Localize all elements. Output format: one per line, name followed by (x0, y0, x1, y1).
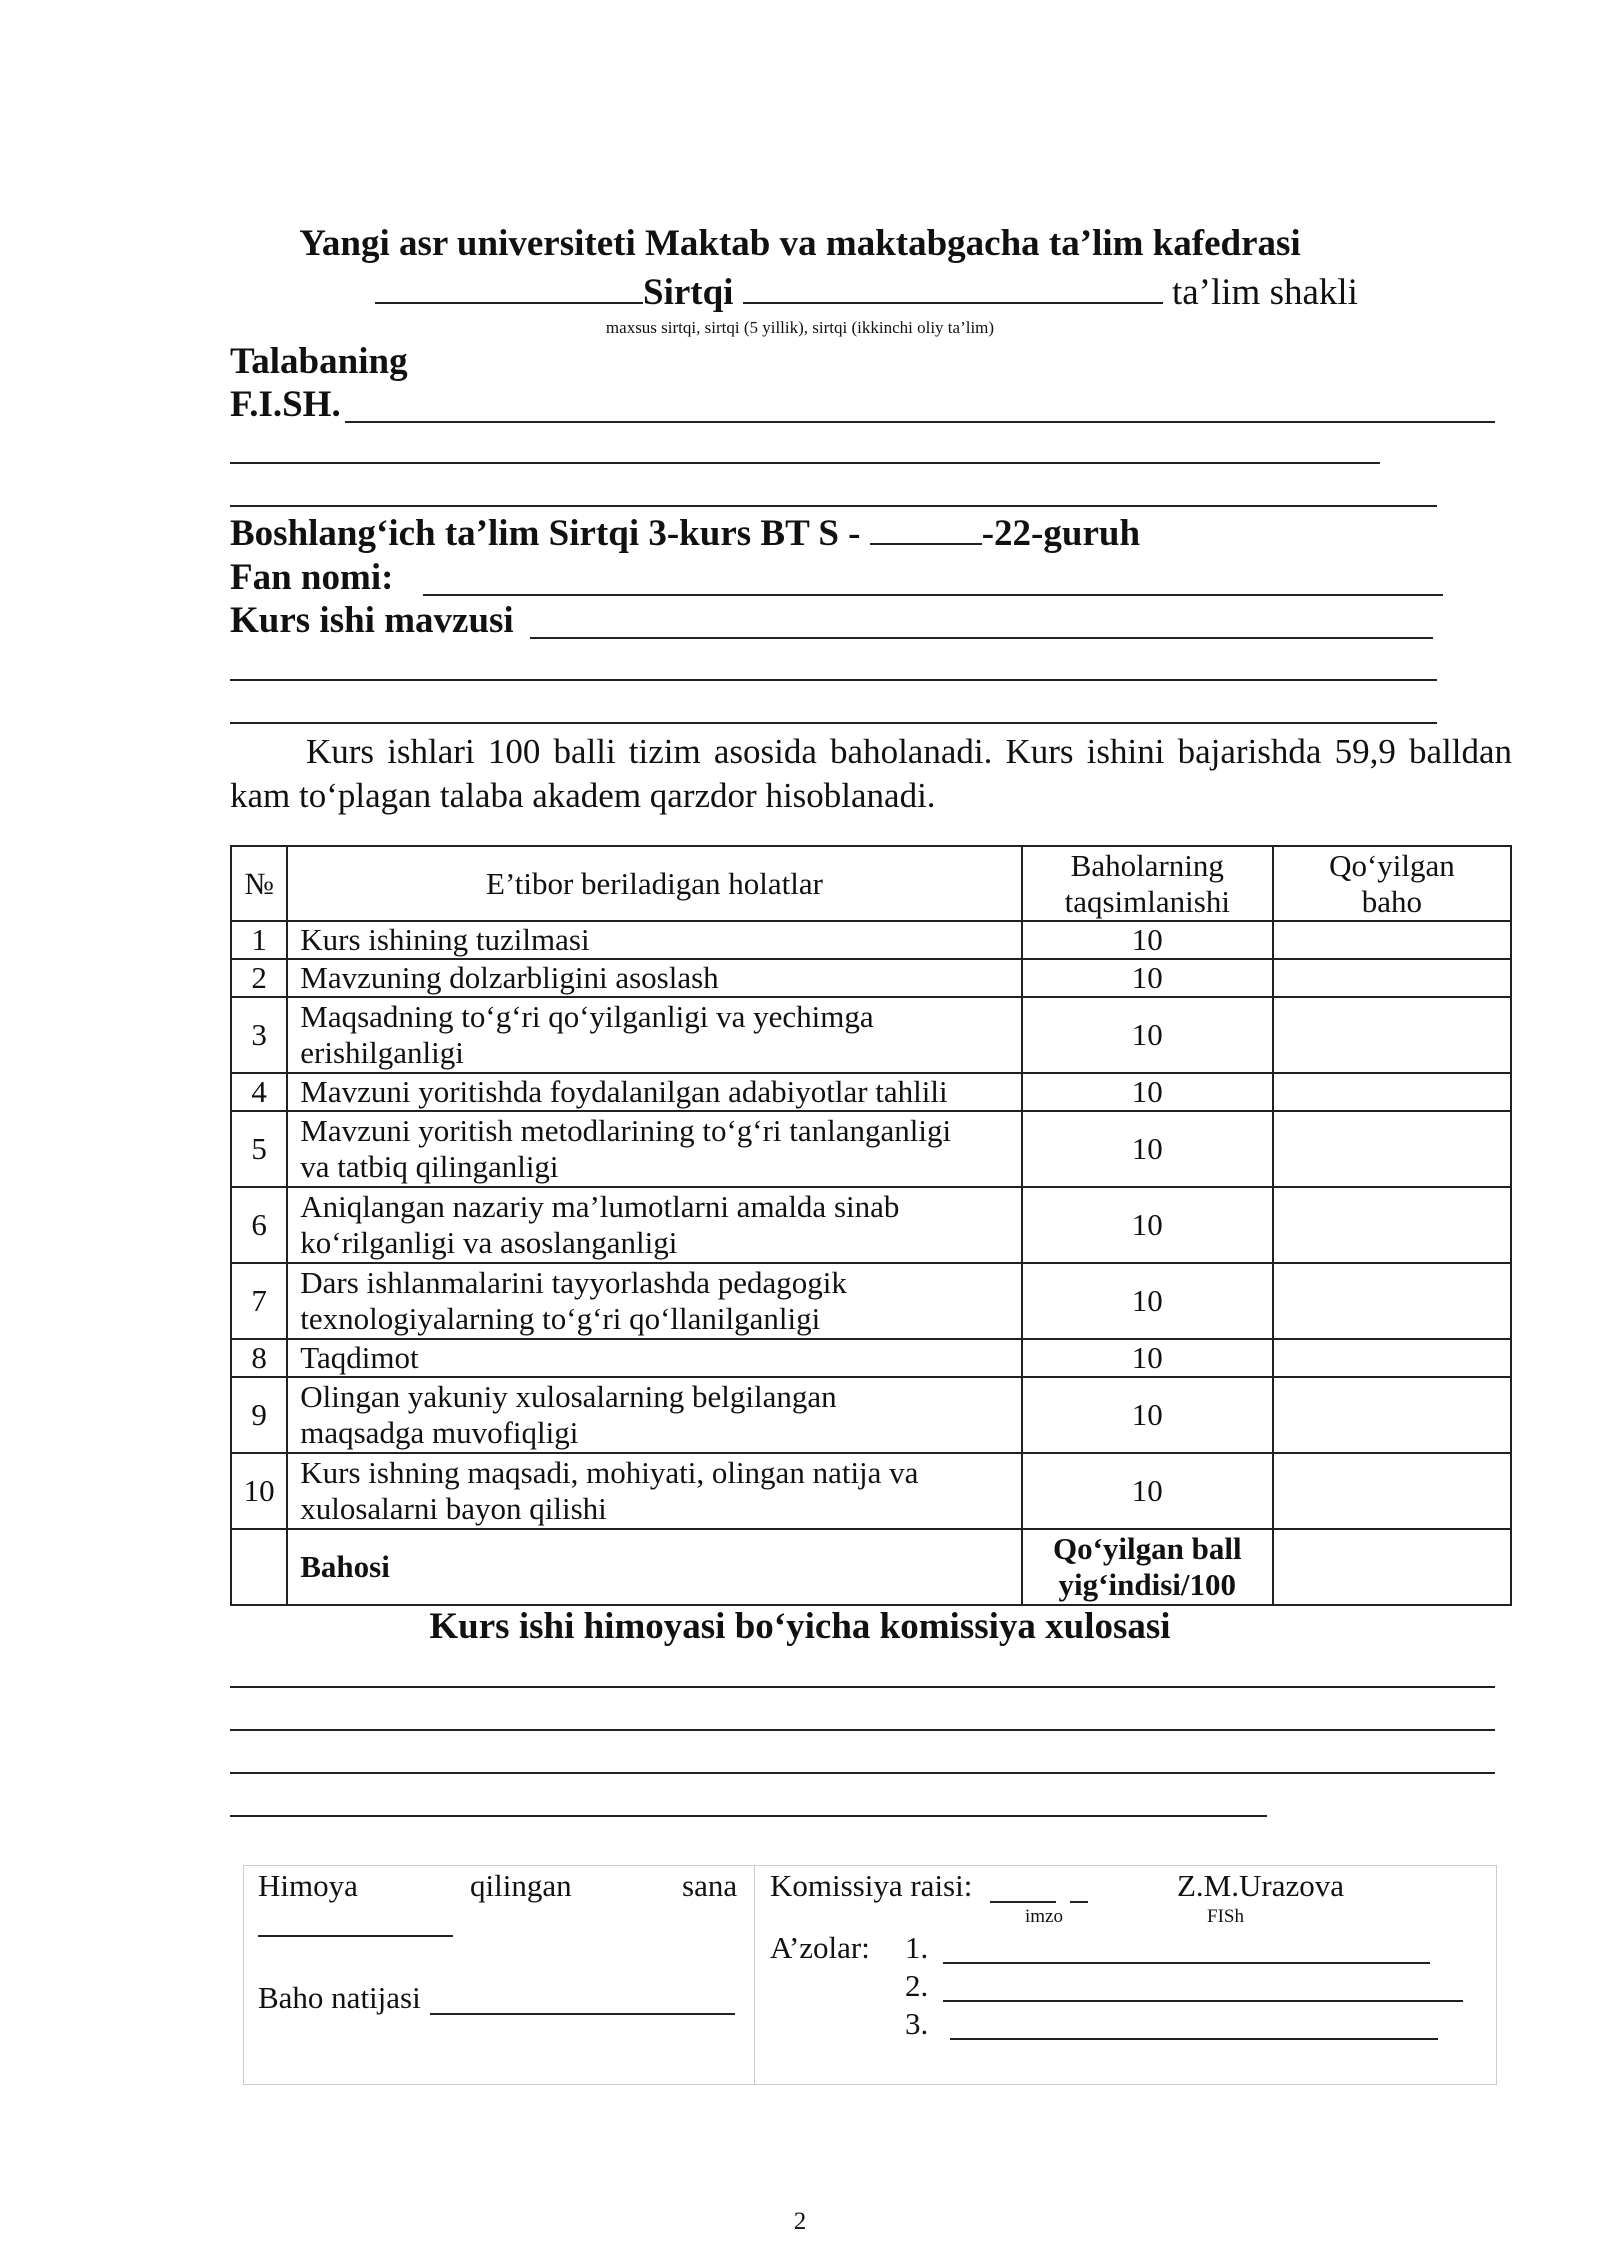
row-score-cell[interactable] (1273, 1339, 1511, 1377)
defense-date-word-1: Himoya (258, 1868, 358, 1903)
fish-label: F.I.SH. (230, 384, 341, 425)
row-num: 10 (231, 1453, 287, 1529)
row-criteria-line1: Kurs ishining tuzilmasi (300, 922, 590, 957)
student-name-field[interactable] (345, 421, 1495, 423)
row-criteria (287, 1377, 1021, 1453)
row-points: 10 (1022, 959, 1273, 997)
table-row (231, 1339, 1511, 1377)
form-blank-left[interactable] (375, 270, 643, 304)
row-num: 3 (231, 997, 287, 1073)
member-number-3: 3. (905, 2006, 929, 2041)
conclusion-line-2[interactable] (230, 1729, 1495, 1731)
row-num: 7 (231, 1263, 287, 1339)
row-score-cell[interactable] (1273, 997, 1511, 1073)
form-blank-right[interactable] (743, 270, 1163, 304)
group-prefix: Boshlang‘ich ta’lim Sirtqi 3-kurs BT S - (230, 513, 870, 554)
row-score-cell[interactable] (1273, 1073, 1511, 1111)
header-score-line2: baho (1361, 883, 1423, 919)
row-criteria-line2: xulosalarni bayon qilishi (300, 1491, 607, 1526)
table-row (231, 1263, 1511, 1339)
table-header-row (231, 846, 1511, 921)
row-points: 10 (1022, 1339, 1273, 1377)
chair-label: Komissiya raisi: (770, 1868, 973, 1903)
members-label: A’zolar: (770, 1930, 870, 1965)
table-row (231, 959, 1511, 997)
row-score-cell[interactable] (1273, 1377, 1511, 1453)
row-criteria-line2: texnologiyalarning to‘g‘ri qo‘llanilganligi (300, 1301, 821, 1336)
group-line (230, 512, 1140, 555)
row-points: 10 (1022, 1187, 1273, 1263)
chair-signature-field[interactable] (990, 1901, 1056, 1903)
header-distribution-line2: taqsimlanishi (1064, 883, 1230, 919)
row-criteria-line1: Olingan yakuniy xulosalarning belgilangan (300, 1379, 837, 1414)
university-title: Yangi asr universiteti Maktab va maktabgacha ta’lim kafedrasi (299, 223, 1301, 264)
total-score-cell[interactable] (1273, 1529, 1511, 1605)
row-criteria-line1: Maqsadning to‘g‘ri qo‘yilganligi va yechimga (300, 999, 874, 1034)
grading-intro (230, 730, 1512, 818)
row-criteria-line1: Mavzuni yoritishda foydalanilgan adabiyotlar tahlili (300, 1074, 948, 1109)
row-score-cell[interactable] (1273, 1263, 1511, 1339)
row-points: 10 (1022, 1111, 1273, 1187)
row-points: 10 (1022, 1377, 1273, 1453)
subject-field[interactable] (423, 594, 1443, 596)
row-points: 10 (1022, 921, 1273, 959)
row-criteria (287, 1073, 1021, 1111)
group-suffix: -22-guruh (981, 513, 1141, 554)
member-number-1: 1. (905, 1930, 929, 1965)
row-criteria (287, 1339, 1021, 1377)
row-criteria (287, 959, 1021, 997)
page-number: 2 (793, 2208, 807, 2235)
row-criteria-line1: Mavzuning dolzarbligini asoslash (300, 960, 719, 995)
row-points: 10 (1022, 1453, 1273, 1529)
row-criteria-line2: erishilganligi (300, 1035, 464, 1070)
topic-line-2[interactable] (230, 679, 1437, 681)
table-row (231, 1453, 1511, 1529)
row-criteria-line2: maqsadga muvofiqligi (300, 1415, 579, 1450)
row-criteria-line2: ko‘rilganligi va asoslanganligi (300, 1225, 678, 1260)
chair-name: Z.M.Urazova (1177, 1868, 1344, 1903)
table-row (231, 1111, 1511, 1187)
table-row (231, 1073, 1511, 1111)
member-3-field[interactable] (950, 2038, 1438, 2040)
group-number-field[interactable] (870, 513, 982, 545)
row-criteria (287, 997, 1021, 1073)
row-criteria (287, 921, 1021, 959)
total-value-line1: Qo‘yilgan ball (1052, 1531, 1242, 1566)
row-criteria-line1: Taqdimot (300, 1340, 419, 1375)
row-num: 9 (231, 1377, 287, 1453)
row-criteria (287, 1453, 1021, 1529)
header-num: № (231, 846, 287, 921)
table-row (231, 997, 1511, 1073)
row-criteria (287, 1111, 1021, 1187)
signature-hint: imzo (1025, 1906, 1063, 1927)
row-criteria-line1: Aniqlangan nazariy ma’lumotlarni amalda sinab (300, 1189, 900, 1224)
member-1-field[interactable] (943, 1962, 1430, 1964)
header-distribution-line1: Baholarning (1070, 847, 1224, 883)
row-points: 10 (1022, 1073, 1273, 1111)
row-criteria-line1: Mavzuni yoritish metodlarining to‘g‘ri tanlanganligi (300, 1113, 952, 1148)
subject-label: Fan nomi: (230, 557, 394, 598)
header-distribution (1022, 846, 1273, 921)
defense-date-field[interactable] (258, 1935, 453, 1937)
table-row (231, 1187, 1511, 1263)
row-score-cell[interactable] (1273, 1187, 1511, 1263)
row-score-cell[interactable] (1273, 1453, 1511, 1529)
study-form-line (375, 270, 1358, 314)
grading-table (230, 845, 1512, 1606)
total-num-cell (231, 1529, 287, 1605)
row-num: 1 (231, 921, 287, 959)
row-criteria (287, 1263, 1021, 1339)
result-label: Baho natijasi (258, 1980, 421, 2015)
header-criteria: E’tibor beriladigan holatlar (287, 846, 1021, 921)
header-score-line1: Qo‘yilgan (1329, 847, 1455, 883)
signoff-divider (754, 1865, 755, 2085)
row-criteria (287, 1187, 1021, 1263)
name-hint: FISh (1207, 1906, 1244, 1927)
table-total-row (231, 1529, 1511, 1605)
topic-label: Kurs ishi mavzusi (230, 600, 514, 641)
total-value (1022, 1529, 1273, 1605)
row-num: 6 (231, 1187, 287, 1263)
defense-date-word-3: sana (682, 1868, 738, 1903)
study-form-suffix: ta’lim shakli (1171, 272, 1358, 313)
row-criteria-line1: Dars ishlanmalarini tayyorlashda pedagogik (300, 1265, 847, 1300)
row-criteria-line2: va tatbiq qilinganligi (300, 1149, 559, 1184)
row-criteria-line1: Kurs ishning maqsadi, mohiyati, olingan natija va (300, 1455, 919, 1490)
chair-signature-field-2[interactable] (1070, 1901, 1088, 1903)
table-row (231, 1377, 1511, 1453)
defense-date-word-2: qilingan (470, 1868, 572, 1903)
row-score-cell[interactable] (1273, 921, 1511, 959)
row-score-cell[interactable] (1273, 959, 1511, 997)
student-name-line-2[interactable] (230, 462, 1380, 464)
row-points: 10 (1022, 1263, 1273, 1339)
header-score (1273, 846, 1511, 921)
study-form-hint: maxsus sirtqi, sirtqi (5 yillik), sirtqi (ikkinchi oliy ta’lim) (605, 318, 995, 337)
row-num: 2 (231, 959, 287, 997)
table-row (231, 921, 1511, 959)
conclusion-line-3[interactable] (230, 1772, 1495, 1774)
conclusion-line-4[interactable] (230, 1815, 1267, 1817)
topic-field[interactable] (530, 637, 1433, 639)
row-num: 8 (231, 1339, 287, 1377)
row-points: 10 (1022, 997, 1273, 1073)
topic-line-3[interactable] (230, 722, 1437, 724)
member-number-2: 2. (905, 1968, 929, 2003)
student-name-line-3[interactable] (230, 505, 1437, 507)
row-num: 5 (231, 1111, 287, 1187)
conclusion-line-1[interactable] (230, 1686, 1495, 1688)
total-value-line2: yig‘indisi/100 (1058, 1567, 1236, 1602)
commission-title: Kurs ishi himoyasi bo‘yicha komissiya xulosasi (429, 1606, 1171, 1647)
total-label: Bahosi (287, 1529, 1021, 1605)
row-num: 4 (231, 1073, 287, 1111)
study-form-value: Sirtqi (643, 272, 734, 313)
result-field[interactable] (430, 2013, 735, 2015)
grading-intro-text: Kurs ishlari 100 balli tizim asosida baholanadi. Kurs ishini bajarishda 59,9 balldan kam to‘plagan talaba akadem qarzdor hisoblanadi. (230, 732, 1512, 815)
student-label: Talabaning (230, 341, 408, 382)
row-score-cell[interactable] (1273, 1111, 1511, 1187)
member-2-field[interactable] (943, 2000, 1463, 2002)
